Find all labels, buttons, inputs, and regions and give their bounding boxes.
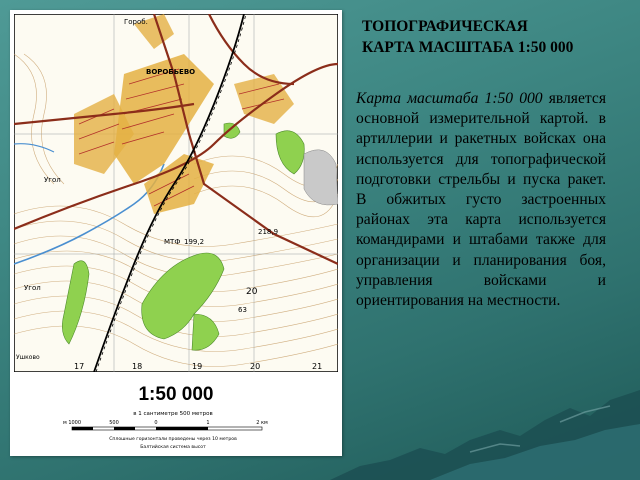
title-line-2: КАРТА МАСШТАБА 1:50 000 (362, 39, 574, 56)
elevation-label: 20 (246, 287, 258, 297)
place-label: Угол (44, 176, 61, 184)
grid-label: 20 (250, 362, 261, 371)
topographic-map-panel (10, 10, 342, 456)
scale-tick-label: 500 (109, 420, 119, 426)
title-line-1: ТОПОГРАФИЧЕСКАЯ (362, 18, 528, 35)
scale-tick-label: 0 (154, 420, 158, 426)
topographic-map (14, 14, 338, 372)
place-label: Угол (24, 284, 41, 292)
scale-ratio: 1:50 000 (138, 384, 214, 405)
scale-caption: в 1 сантиметре 500 метров (133, 411, 213, 417)
body-lead-phrase: Карта масштаба 1:50 000 (356, 90, 543, 107)
scale-tick-label: 1 (206, 420, 210, 426)
scale-bar (58, 408, 288, 452)
gravel-area (304, 150, 338, 205)
grid-label: 19 (192, 362, 203, 371)
scale-tick-label: м 1000 (62, 420, 82, 426)
scale-note: Сплошные горизонтали проведены через 10 метров (109, 437, 237, 442)
grid-label: Ушково (16, 354, 40, 361)
grid-label: 17 (74, 362, 85, 371)
elevation-label: 199,2 (184, 238, 205, 246)
slide-body-text (356, 89, 606, 311)
scale-note-2: Балтийская система высот (140, 445, 206, 450)
slide-title (362, 16, 622, 58)
elevation-label: 218,9 (258, 228, 279, 236)
elevation-label: 63 (238, 306, 247, 314)
body-rest-text: является основной измерительной картой. в артиллерии и ракетных войсках она используется для топографической подготовки стрельбы и пуска ракет. В обжитых густо застроенных районах эта карта используется командирами и штабами также для организации и планирования боя, управления войсками и ориентирования на местности. (356, 90, 606, 310)
farm-label: МТФ (164, 238, 181, 246)
scale-tick-label: 2 км (256, 420, 268, 426)
grid-label: 21 (312, 362, 323, 371)
village-label: Гороб. (124, 18, 148, 26)
town-name-label: ВОРОБЬЕВО (146, 68, 196, 76)
grid-label: 18 (132, 362, 143, 371)
